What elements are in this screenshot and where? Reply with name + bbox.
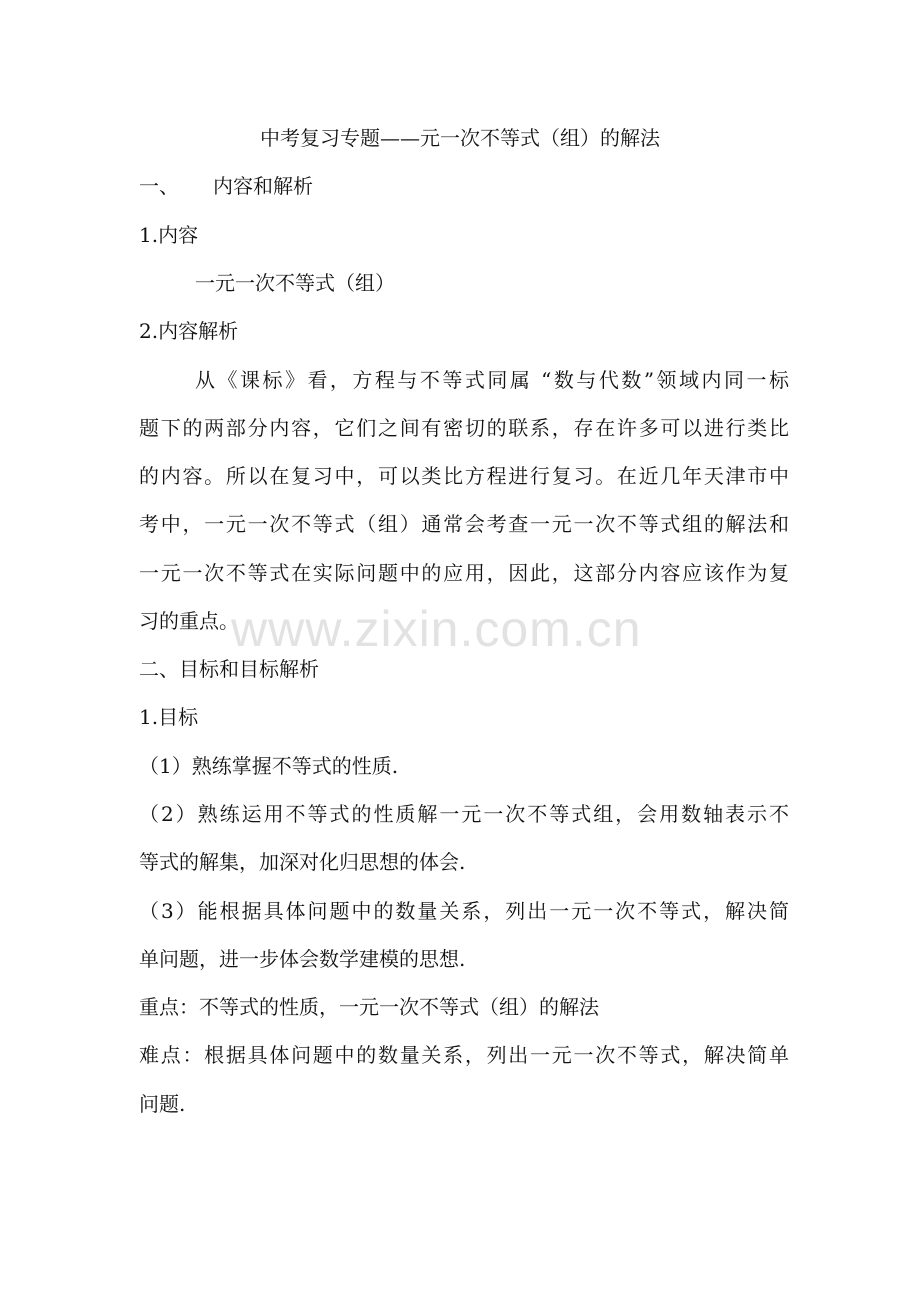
analysis-line-5: 一元一次不等式在实际问题中的应用，因此，这部分内容应该作为复 <box>139 561 789 585</box>
goal-item-2-line-1: （2）熟练运用不等式的性质解一元一次不等式组，会用数轴表示不 <box>139 802 789 826</box>
document-title: 中考复习专题——元一次不等式（组）的解法 <box>260 126 660 150</box>
goal-item-3-line-2: 单问题，进一步体会数学建模的思想. <box>139 947 466 971</box>
analysis-heading: 2.内容解析 <box>139 319 239 343</box>
goal-item-1: （1）熟练掌握不等式的性质. <box>139 754 399 778</box>
difficult-point-line-1: 难点：根据具体问题中的数量关系，列出一元一次不等式，解决简单 <box>139 1043 789 1067</box>
analysis-line-1: 从《课标》看，方程与不等式同属 “数与代数”领域内同一标 <box>195 368 789 392</box>
goal-item-2-line-2: 等式的解集，加深对化归思想的体会. <box>139 850 466 874</box>
analysis-line-3: 的内容。所以在复习中，可以类比方程进行复习。在近几年天津市中 <box>139 464 789 488</box>
difficult-point-line-2: 问题. <box>139 1092 186 1116</box>
key-point: 重点：不等式的性质，一元一次不等式（组）的解法 <box>139 995 599 1019</box>
section-one-heading <box>139 172 789 200</box>
goal-heading: 1.目标 <box>139 705 199 729</box>
content-heading: 1.内容 <box>139 223 199 247</box>
content-text: 一元一次不等式（组） <box>195 271 395 295</box>
section-one-number: 一、 <box>139 174 179 198</box>
analysis-line-2: 题下的两部分内容，它们之间有密切的联系，存在许多可以进行类比 <box>139 416 789 440</box>
section-two-heading: 二、目标和目标解析 <box>139 657 319 681</box>
analysis-line-6: 习的重点。 <box>139 609 239 633</box>
watermark-logo: www.zixin.com.cn <box>231 601 642 657</box>
goal-item-3-line-1: （3）能根据具体问题中的数量关系，列出一元一次不等式，解决简 <box>139 899 789 923</box>
analysis-line-4: 考中，一元一次不等式（组）通常会考查一元一次不等式组的解法和 <box>139 512 789 536</box>
section-one-title: 内容和解析 <box>213 174 313 198</box>
